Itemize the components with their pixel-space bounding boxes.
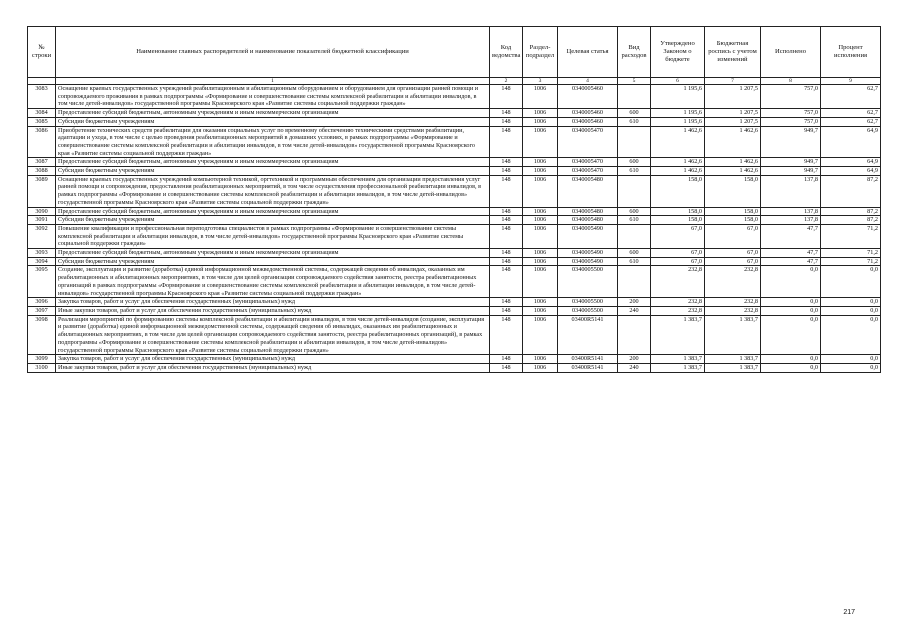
cell-exptype: 600 — [618, 207, 651, 216]
cell-executed: 0,0 — [761, 298, 821, 307]
cell-percent: 0,0 — [821, 266, 881, 298]
cell-dept: 148 — [490, 216, 523, 225]
cell-section: 1006 — [523, 117, 558, 126]
cell-name: Закупка товаров, работ и услуг для обеспечения государственных (муниципальных) нужд — [56, 298, 490, 307]
cell-percent: 64,9 — [821, 158, 881, 167]
cell-name: Предоставление субсидий бюджетным, автономным учреждениям и иным некоммерческим организациям — [56, 207, 490, 216]
header-approved: Утверждено Законом о бюджете — [651, 27, 705, 78]
cell-article: 0340005500 — [558, 306, 618, 315]
cell-executed: 47,7 — [761, 257, 821, 266]
column-number: 4 — [558, 78, 618, 85]
cell-name: Оснащение краевых государственных учреждений компьютерной техникой, оргтехникой и программным обеспечением для организации предоставления услуг ранней помощи и сопровождения, предоставления реабилитационных мероприятий, в том числе осуществления профессиональной реабилитации инвалидов, в рамках подпрограммы «Формирование и совершенствование системы комплексной реабилитации и абилитации инвалидов, в том числе детей-инвалидов» государственной программы Красноярского края «Развитие системы социальной поддержки граждан» — [56, 175, 490, 207]
cell-percent: 64,9 — [821, 167, 881, 176]
cell-planned: 232,8 — [705, 266, 761, 298]
cell-section: 1006 — [523, 298, 558, 307]
cell-planned: 158,0 — [705, 207, 761, 216]
cell-name: Закупка товаров, работ и услуг для обеспечения государственных (муниципальных) нужд — [56, 355, 490, 364]
cell-article: 0340005480 — [558, 207, 618, 216]
cell-num: 3092 — [28, 224, 56, 248]
cell-name: Субсидии бюджетным учреждениям — [56, 117, 490, 126]
cell-exptype — [618, 224, 651, 248]
cell-percent: 87,2 — [821, 207, 881, 216]
cell-exptype: 610 — [618, 216, 651, 225]
cell-section: 1006 — [523, 167, 558, 176]
cell-num: 3097 — [28, 306, 56, 315]
cell-executed: 0,0 — [761, 355, 821, 364]
cell-planned: 1 462,6 — [705, 167, 761, 176]
cell-executed: 0,0 — [761, 315, 821, 355]
cell-section: 1006 — [523, 355, 558, 364]
cell-planned: 1 462,6 — [705, 158, 761, 167]
cell-dept: 148 — [490, 117, 523, 126]
cell-name: Иные закупки товаров, работ и услуг для обеспечения государственных (муниципальных) нужд — [56, 363, 490, 372]
cell-planned: 1 383,7 — [705, 315, 761, 355]
cell-approved: 67,0 — [651, 249, 705, 258]
cell-exptype — [618, 266, 651, 298]
cell-name: Субсидии бюджетным учреждениям — [56, 216, 490, 225]
cell-dept: 148 — [490, 355, 523, 364]
cell-percent: 71,2 — [821, 249, 881, 258]
cell-num: 3099 — [28, 355, 56, 364]
cell-name: Создание, эксплуатация и развитие (доработка) единой информационной межведомственной системы, содержащей сведения об инвалидах, оказанных им реабилитационных и абилитационных мероприятиях, в том числе для целей организации сопровождаемого содействия занятости, реестра реабилитационных организаций в рамках подпрограммы «Формирование и совершенствование системы комплексной реабилитации и абилитации инвалидов, в том числе детей-инвалидов» государственной программы Красноярского края «Развитие системы социальной поддержки граждан» — [56, 266, 490, 298]
cell-percent: 62,7 — [821, 85, 881, 109]
header-name: Наименование главных распорядителей и наименование показателей бюджетной классификации — [56, 27, 490, 78]
cell-dept: 148 — [490, 249, 523, 258]
cell-article: 03400R5141 — [558, 363, 618, 372]
table-row — [28, 306, 881, 315]
cell-num: 3090 — [28, 207, 56, 216]
cell-exptype: 200 — [618, 298, 651, 307]
header-article: Целевая статья — [558, 27, 618, 78]
cell-num: 3084 — [28, 109, 56, 118]
column-number: 7 — [705, 78, 761, 85]
column-number-row — [28, 78, 881, 85]
header-planned: Бюджетная роспись с учетом изменений — [705, 27, 761, 78]
cell-section: 1006 — [523, 216, 558, 225]
cell-dept: 148 — [490, 266, 523, 298]
cell-planned: 1 207,5 — [705, 85, 761, 109]
cell-approved: 1 383,7 — [651, 363, 705, 372]
cell-exptype: 200 — [618, 355, 651, 364]
cell-section: 1006 — [523, 315, 558, 355]
cell-dept: 148 — [490, 126, 523, 158]
cell-percent: 0,0 — [821, 315, 881, 355]
table-row — [28, 257, 881, 266]
column-number-empty — [28, 78, 56, 85]
cell-section: 1006 — [523, 306, 558, 315]
cell-dept: 148 — [490, 224, 523, 248]
cell-approved: 158,0 — [651, 207, 705, 216]
cell-percent: 87,2 — [821, 216, 881, 225]
column-number: 1 — [56, 78, 490, 85]
cell-name: Предоставление субсидий бюджетным, автономным учреждениям и иным некоммерческим организациям — [56, 158, 490, 167]
cell-dept: 148 — [490, 207, 523, 216]
table-row — [28, 363, 881, 372]
cell-section: 1006 — [523, 266, 558, 298]
cell-name: Иные закупки товаров, работ и услуг для обеспечения государственных (муниципальных) нужд — [56, 306, 490, 315]
cell-num: 3086 — [28, 126, 56, 158]
column-number: 8 — [761, 78, 821, 85]
table-body — [28, 85, 881, 373]
cell-approved: 1 462,6 — [651, 126, 705, 158]
cell-exptype: 610 — [618, 117, 651, 126]
cell-planned: 1 383,7 — [705, 363, 761, 372]
cell-dept: 148 — [490, 109, 523, 118]
cell-section: 1006 — [523, 158, 558, 167]
table-row — [28, 126, 881, 158]
cell-article: 0340005470 — [558, 167, 618, 176]
header-section: Раздел-подраздел — [523, 27, 558, 78]
cell-approved: 1 195,6 — [651, 117, 705, 126]
cell-planned: 67,0 — [705, 224, 761, 248]
cell-article: 0340005490 — [558, 224, 618, 248]
cell-num: 3085 — [28, 117, 56, 126]
cell-percent: 64,9 — [821, 126, 881, 158]
cell-dept: 148 — [490, 298, 523, 307]
cell-approved: 1 195,6 — [651, 85, 705, 109]
table-header — [28, 27, 881, 85]
table-row — [28, 216, 881, 225]
cell-exptype — [618, 175, 651, 207]
cell-planned: 1 462,6 — [705, 126, 761, 158]
table-row — [28, 298, 881, 307]
cell-section: 1006 — [523, 109, 558, 118]
cell-percent: 0,0 — [821, 298, 881, 307]
cell-exptype: 240 — [618, 363, 651, 372]
cell-planned: 232,8 — [705, 306, 761, 315]
cell-approved: 1 383,7 — [651, 355, 705, 364]
cell-percent: 62,7 — [821, 109, 881, 118]
cell-dept: 148 — [490, 85, 523, 109]
cell-dept: 148 — [490, 315, 523, 355]
cell-dept: 148 — [490, 158, 523, 167]
header-exptype: Вид расходов — [618, 27, 651, 78]
cell-executed: 0,0 — [761, 306, 821, 315]
cell-executed: 757,0 — [761, 109, 821, 118]
table-row — [28, 249, 881, 258]
cell-approved: 1 195,6 — [651, 109, 705, 118]
cell-num: 3083 — [28, 85, 56, 109]
cell-num: 3091 — [28, 216, 56, 225]
cell-executed: 137,8 — [761, 207, 821, 216]
cell-executed: 47,7 — [761, 224, 821, 248]
table-row — [28, 117, 881, 126]
cell-section: 1006 — [523, 363, 558, 372]
cell-percent: 0,0 — [821, 363, 881, 372]
cell-section: 1006 — [523, 85, 558, 109]
cell-num: 3096 — [28, 298, 56, 307]
table-row — [28, 207, 881, 216]
cell-article: 0340005480 — [558, 175, 618, 207]
cell-name: Повышение квалификации и профессиональная переподготовка специалистов в рамках подпрограммы «Формирование и совершенствование системы комплексной реабилитации и абилитации инвалидов, в том числе детей-инвалидов» государственной программы Красноярского края «Развитие системы социальной поддержки граждан» — [56, 224, 490, 248]
column-number: 5 — [618, 78, 651, 85]
cell-dept: 148 — [490, 363, 523, 372]
cell-planned: 158,0 — [705, 175, 761, 207]
table-row — [28, 175, 881, 207]
table-row — [28, 355, 881, 364]
cell-approved: 158,0 — [651, 175, 705, 207]
cell-num: 3087 — [28, 158, 56, 167]
cell-dept: 148 — [490, 175, 523, 207]
table-row — [28, 158, 881, 167]
cell-executed: 757,0 — [761, 117, 821, 126]
column-number: 3 — [523, 78, 558, 85]
cell-num: 3100 — [28, 363, 56, 372]
cell-planned: 1 207,5 — [705, 117, 761, 126]
cell-percent: 62,7 — [821, 117, 881, 126]
cell-planned: 232,8 — [705, 298, 761, 307]
cell-planned: 1 383,7 — [705, 355, 761, 364]
cell-article: 0340005500 — [558, 266, 618, 298]
cell-section: 1006 — [523, 257, 558, 266]
cell-dept: 148 — [490, 167, 523, 176]
cell-section: 1006 — [523, 224, 558, 248]
cell-approved: 1 462,6 — [651, 158, 705, 167]
cell-num: 3094 — [28, 257, 56, 266]
cell-percent: 71,2 — [821, 224, 881, 248]
cell-exptype: 600 — [618, 109, 651, 118]
budget-table — [27, 26, 881, 373]
cell-article: 0340005490 — [558, 249, 618, 258]
cell-exptype — [618, 85, 651, 109]
cell-executed: 949,7 — [761, 158, 821, 167]
cell-name: Реализация мероприятий по формированию системы комплексной реабилитации и абилитации инвалидов, в том числе детей-инвалидов (создание, эксплуатация и развитие (доработка) единой информационной межведомственной системы, содержащей сведения об инвалидах, оказанных им реабилитационных и абилитационных мероприятиях, в том числе для целей организации сопровождаемого содействия занятости, реестра реабилитационных организаций), в рамках подпрограммы «Формирование и совершенствование системы комплексной реабилитации и абилитации инвалидов, в том числе детей-инвалидов» государственной программы Красноярского края «Развитие системы социальной поддержки граждан» — [56, 315, 490, 355]
cell-article: 03400R5141 — [558, 315, 618, 355]
cell-exptype: 610 — [618, 257, 651, 266]
cell-executed: 137,8 — [761, 175, 821, 207]
cell-executed: 0,0 — [761, 363, 821, 372]
column-number: 6 — [651, 78, 705, 85]
cell-exptype: 600 — [618, 158, 651, 167]
cell-dept: 148 — [490, 306, 523, 315]
column-number: 9 — [821, 78, 881, 85]
cell-name: Субсидии бюджетным учреждениям — [56, 257, 490, 266]
cell-name: Предоставление субсидий бюджетным, автономным учреждениям и иным некоммерческим организациям — [56, 109, 490, 118]
cell-article: 0340005470 — [558, 158, 618, 167]
cell-section: 1006 — [523, 175, 558, 207]
cell-planned: 67,0 — [705, 257, 761, 266]
page-number: 217 — [843, 609, 855, 616]
cell-exptype: 600 — [618, 249, 651, 258]
table-row — [28, 109, 881, 118]
cell-name: Предоставление субсидий бюджетным, автономным учреждениям и иным некоммерческим организациям — [56, 249, 490, 258]
cell-section: 1006 — [523, 249, 558, 258]
cell-num: 3095 — [28, 266, 56, 298]
header-dept: Код ведомства — [490, 27, 523, 78]
cell-article: 0340005460 — [558, 85, 618, 109]
cell-num: 3088 — [28, 167, 56, 176]
cell-executed: 137,8 — [761, 216, 821, 225]
cell-article: 0340005490 — [558, 257, 618, 266]
cell-executed: 0,0 — [761, 266, 821, 298]
cell-executed: 47,7 — [761, 249, 821, 258]
cell-executed: 757,0 — [761, 85, 821, 109]
cell-section: 1006 — [523, 207, 558, 216]
cell-num: 3089 — [28, 175, 56, 207]
header-num: № строки — [28, 27, 56, 78]
cell-article: 03400R5141 — [558, 355, 618, 364]
cell-exptype: 240 — [618, 306, 651, 315]
cell-percent: 0,0 — [821, 306, 881, 315]
cell-article: 0340005460 — [558, 109, 618, 118]
cell-dept: 148 — [490, 257, 523, 266]
cell-approved: 232,8 — [651, 298, 705, 307]
cell-approved: 67,0 — [651, 224, 705, 248]
cell-approved: 67,0 — [651, 257, 705, 266]
cell-name: Оснащение краевых государственных учреждений реабилитационным и абилитационным оборудованием и оборудованием для организации ранней помощи и сопровождаемого проживания в рамках подпрограммы «Формирование и совершенствование системы комплексной реабилитации и абилитации инвалидов, в том числе детей-инвалидов» государственной программы Красноярского края «Развитие системы социальной поддержки граждан» — [56, 85, 490, 109]
table-row — [28, 266, 881, 298]
cell-approved: 1 462,6 — [651, 167, 705, 176]
cell-section: 1006 — [523, 126, 558, 158]
cell-num: 3098 — [28, 315, 56, 355]
header-percent: Процент исполнения — [821, 27, 881, 78]
header-executed: Исполнено — [761, 27, 821, 78]
table-row — [28, 224, 881, 248]
cell-planned: 1 207,5 — [705, 109, 761, 118]
cell-executed: 949,7 — [761, 126, 821, 158]
cell-name: Субсидии бюджетным учреждениям — [56, 167, 490, 176]
cell-exptype — [618, 126, 651, 158]
cell-planned: 158,0 — [705, 216, 761, 225]
column-number: 2 — [490, 78, 523, 85]
cell-exptype: 610 — [618, 167, 651, 176]
cell-name: Приобретение технических средств реабилитации для оказания социальных услуг по временному обеспечению техническими средствами реабилитации, адаптации и ухода, в том числе с целью проведения реабилитационных мероприятий в домашних условиях, в рамках подпрограммы «Формирование и совершенствование системы комплексной реабилитации и абилитации инвалидов, в том числе детей-инвалидов» государственной программы Красноярского края «Развитие системы социальной поддержки граждан» — [56, 126, 490, 158]
cell-executed: 949,7 — [761, 167, 821, 176]
table-row — [28, 315, 881, 355]
cell-percent: 0,0 — [821, 355, 881, 364]
cell-percent: 87,2 — [821, 175, 881, 207]
cell-percent: 71,2 — [821, 257, 881, 266]
table-row — [28, 167, 881, 176]
table-row — [28, 85, 881, 109]
cell-article: 0340005460 — [558, 117, 618, 126]
cell-article: 0340005500 — [558, 298, 618, 307]
cell-article: 0340005480 — [558, 216, 618, 225]
cell-num: 3093 — [28, 249, 56, 258]
cell-approved: 1 383,7 — [651, 315, 705, 355]
cell-approved: 158,0 — [651, 216, 705, 225]
cell-article: 0340005470 — [558, 126, 618, 158]
cell-planned: 67,0 — [705, 249, 761, 258]
cell-approved: 232,8 — [651, 306, 705, 315]
cell-exptype — [618, 315, 651, 355]
cell-approved: 232,8 — [651, 266, 705, 298]
